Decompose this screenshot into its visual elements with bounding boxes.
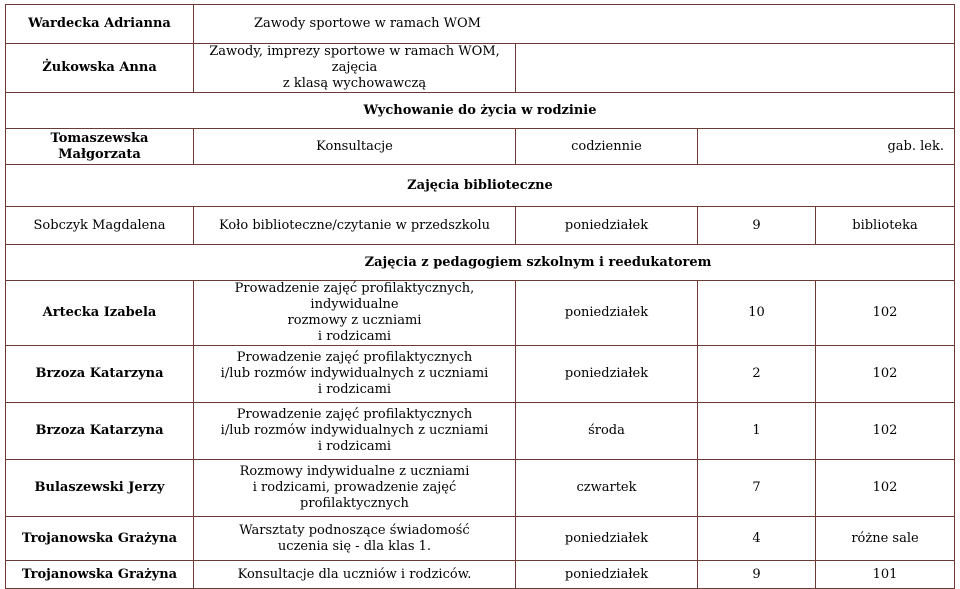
- teacher-name: Wardecka Adrianna: [5, 4, 193, 43]
- day-cell: poniedziałek: [515, 345, 697, 402]
- day-cell: poniedziałek: [515, 560, 697, 589]
- activity-cell: [193, 516, 515, 560]
- activity-cell: [193, 43, 515, 92]
- hour-cell: 10: [697, 280, 815, 345]
- activity-line: rozmowy z uczniami: [287, 313, 422, 328]
- activity-cell: [193, 402, 515, 459]
- section-title: Wychowanie do życia w rodzinie: [5, 92, 955, 128]
- table-row: [5, 206, 955, 244]
- activity-line: i rodzicami: [317, 329, 392, 344]
- table-row: [5, 43, 955, 92]
- section-row: [5, 244, 955, 280]
- table-row: [5, 402, 955, 459]
- activity-line: uczenia się - dla klas 1.: [277, 538, 432, 554]
- activity-cell: Koło biblioteczne/czytanie w przedszkolu: [193, 206, 515, 244]
- hour-cell: 7: [697, 459, 815, 516]
- hour-cell: 1: [697, 402, 815, 459]
- activity-line: i/lub rozmów indywidualnych z uczniami: [220, 366, 489, 381]
- teacher-name: Żukowska Anna: [5, 43, 193, 92]
- teacher-name: Sobczyk Magdalena: [5, 206, 193, 244]
- room-cell: różne sale: [815, 516, 955, 560]
- teacher-name: Trojanowska Grażyna: [5, 516, 193, 560]
- activity-cell: [193, 459, 515, 516]
- activity-line: Prowadzenie zajęć profilaktycznych: [236, 407, 473, 422]
- activity-line: i rodzicami, prowadzenie zajęć profilaktycznych: [252, 480, 457, 511]
- hour-cell: 9: [697, 560, 815, 589]
- activity-line: Rozmowy indywidualne z uczniami: [239, 464, 470, 479]
- table-row: [5, 459, 955, 516]
- section-row: [5, 164, 955, 206]
- activity-line: Zawody, imprezy sportowe w ramach WOM, zajęcia: [209, 44, 500, 75]
- teacher-name: Tomaszewska Małgorzata: [5, 128, 193, 164]
- room-cell: 102: [815, 280, 955, 345]
- activity-line: Prowadzenie zajęć profilaktycznych: [236, 350, 473, 365]
- teacher-name: Bulaszewski Jerzy: [5, 459, 193, 516]
- schedule-table: [5, 4, 955, 589]
- activity-cell: [193, 280, 515, 345]
- section-title: Zajęcia z pedagogiem szkolnym i reedukatorem: [5, 244, 955, 280]
- room-cell: 102: [815, 459, 955, 516]
- activity-cell: Konsultacje dla uczniów i rodziców.: [193, 560, 515, 589]
- activity-line: i rodzicami: [317, 439, 392, 454]
- activity-line: i rodzicami: [317, 382, 392, 397]
- teacher-name: Artecka Izabela: [5, 280, 193, 345]
- room-cell: gab. lek.: [697, 128, 955, 164]
- day-cell: czwartek: [515, 459, 697, 516]
- activity-line: z klasą wychowawczą: [282, 76, 427, 91]
- table-row: [5, 4, 955, 43]
- table-row: [5, 128, 955, 164]
- activity-line: Warsztaty podnoszące świadomość: [239, 522, 470, 538]
- room-cell: 102: [815, 402, 955, 459]
- room-cell: 102: [815, 345, 955, 402]
- table-row: [5, 345, 955, 402]
- day-cell: poniedziałek: [515, 280, 697, 345]
- table-row: [5, 516, 955, 560]
- room-cell: 101: [815, 560, 955, 589]
- teacher-name: Trojanowska Grażyna: [5, 560, 193, 589]
- teacher-name: Brzoza Katarzyna: [5, 345, 193, 402]
- hour-cell: 2: [697, 345, 815, 402]
- table-row: [5, 560, 955, 589]
- section-title: Zajęcia biblioteczne: [5, 164, 955, 206]
- activity-line: Prowadzenie zajęć profilaktycznych, indywidualne: [234, 281, 475, 312]
- activity-cell: [193, 345, 515, 402]
- activity-line: i/lub rozmów indywidualnych z uczniami: [220, 423, 489, 438]
- empty-cell: [515, 43, 955, 92]
- hour-cell: 4: [697, 516, 815, 560]
- day-cell: środa: [515, 402, 697, 459]
- section-row: [5, 92, 955, 128]
- activity-cell: Zawody sportowe w ramach WOM: [193, 4, 955, 43]
- table-row: [5, 280, 955, 345]
- day-cell: poniedziałek: [515, 206, 697, 244]
- day-cell: codziennie: [515, 128, 697, 164]
- teacher-name: Brzoza Katarzyna: [5, 402, 193, 459]
- day-cell: poniedziałek: [515, 516, 697, 560]
- activity-cell: Konsultacje: [193, 128, 515, 164]
- room-cell: biblioteka: [815, 206, 955, 244]
- hour-cell: 9: [697, 206, 815, 244]
